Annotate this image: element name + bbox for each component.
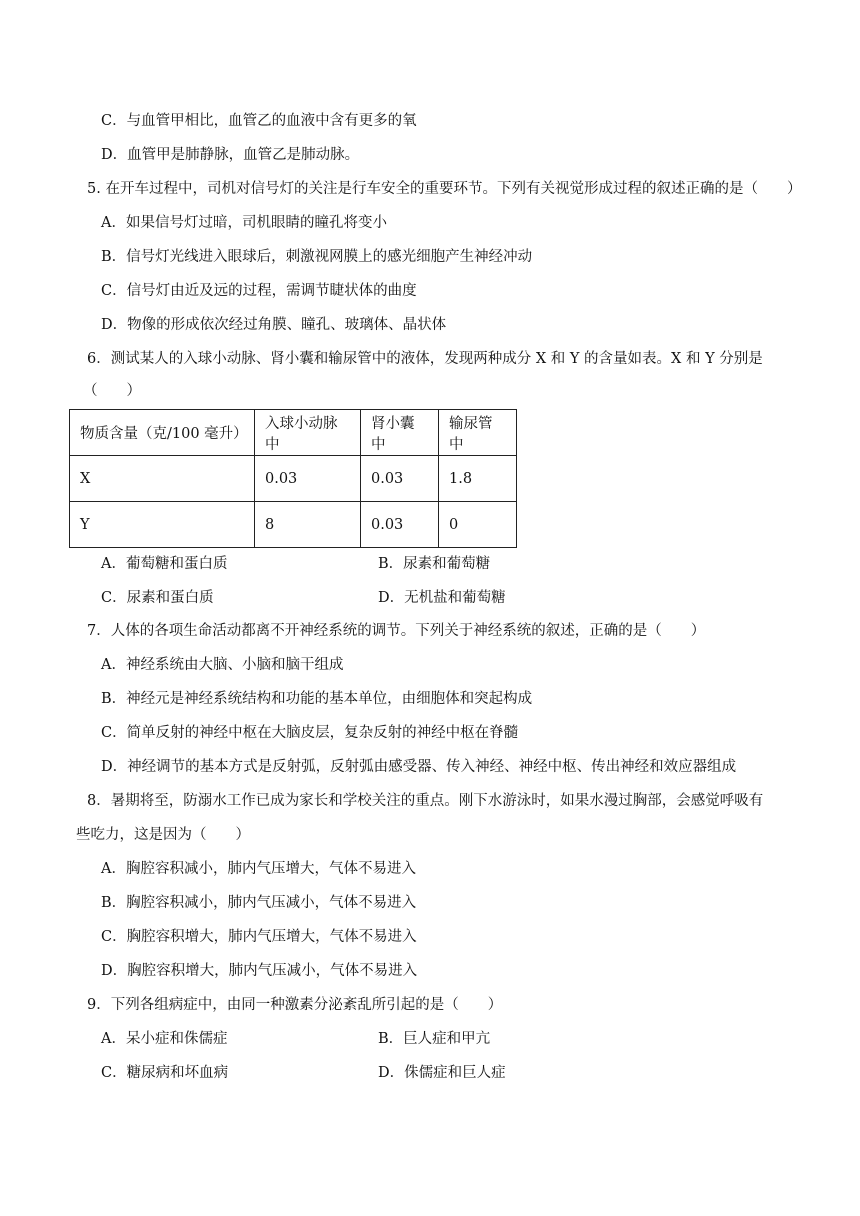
q9-option-b: B．巨人症和甲亢 — [378, 1031, 491, 1047]
q6-table — [69, 409, 517, 548]
q7-option-c: C．简单反射的神经中枢在大脑皮层，复杂反射的神经中枢在脊髓 — [101, 725, 519, 741]
q8-stem-line2: 些吃力，这是因为（ ） — [76, 827, 250, 843]
q9-stem: 9．下列各组病症中，由同一种激素分泌紊乱所引起的是（ ） — [87, 997, 503, 1013]
table-header-cell: 输尿管中 — [439, 410, 517, 456]
table-header-cell: 入球小动脉中 — [255, 410, 361, 456]
table-cell: 1.8 — [439, 456, 517, 502]
table-cell: Y — [70, 502, 255, 548]
q5-option-d: D．物像的形成依次经过角膜、瞳孔、玻璃体、晶状体 — [101, 317, 447, 333]
q7-stem: 7．人体的各项生命活动都离不开神经系统的调节。下列关于神经系统的叙述，正确的是（ ） — [87, 623, 706, 639]
q7-option-d: D．神经调节的基本方式是反射弧，反射弧由感受器、传入神经、神经中枢、传出神经和效应器组成 — [101, 759, 737, 775]
q5-stem: 5. 在开车过程中，司机对信号灯的关注是行车安全的重要环节。下列有关视觉形成过程的叙述正确的是（ ） — [87, 181, 802, 197]
q4-option-d: D．血管甲是肺静脉，血管乙是肺动脉。 — [101, 147, 360, 163]
q6-option-a: A．葡萄糖和蛋白质 — [101, 556, 228, 572]
q9-option-d: D．侏儒症和巨人症 — [378, 1065, 506, 1081]
q7-option-a: A．神经系统由大脑、小脑和脑干组成 — [101, 657, 344, 673]
q7-option-b: B．神经元是神经系统结构和功能的基本单位，由细胞体和突起构成 — [101, 691, 533, 707]
q5-option-c: C．信号灯由近及远的过程，需调节睫状体的曲度 — [101, 283, 417, 299]
table-row — [70, 456, 517, 502]
q6-option-c: C．尿素和蛋白质 — [101, 590, 214, 606]
q6-stem-line1: 6．测试某人的入球小动脉、肾小囊和输尿管中的液体，发现两种成分 X 和 Y 的含量如表。X 和 Y 分别是 — [87, 351, 763, 367]
table-header-cell: 肾小囊中 — [361, 410, 439, 456]
table-header-row — [70, 410, 517, 456]
table-cell: X — [70, 456, 255, 502]
q6-option-b: B．尿素和葡萄糖 — [378, 556, 491, 572]
q5-option-b: B．信号灯光线进入眼球后，刺激视网膜上的感光细胞产生神经冲动 — [101, 249, 533, 265]
q9-option-c: C．糖尿病和坏血病 — [101, 1065, 229, 1081]
table-row — [70, 502, 517, 548]
q4-option-c: C．与血管甲相比，血管乙的血液中含有更多的氧 — [101, 113, 417, 129]
table-cell: 0 — [439, 502, 517, 548]
q8-option-a: A．胸腔容积减小，肺内气压增大，气体不易进入 — [101, 861, 416, 877]
table-header-cell: 物质含量（克/100 毫升） — [70, 410, 255, 456]
q8-option-b: B．胸腔容积减小，肺内气压减小，气体不易进入 — [101, 895, 417, 911]
q9-option-a: A．呆小症和侏儒症 — [101, 1031, 228, 1047]
q8-stem-line1: 8．暑期将至，防溺水工作已成为家长和学校关注的重点。刚下水游泳时，如果水漫过胸部，会感觉呼吸有 — [87, 793, 764, 809]
q8-option-c: C．胸腔容积增大，肺内气压增大，气体不易进入 — [101, 929, 417, 945]
table-cell: 0.03 — [361, 456, 439, 502]
table-cell: 0.03 — [255, 456, 361, 502]
q5-option-a: A．如果信号灯过暗，司机眼睛的瞳孔将变小 — [101, 215, 387, 231]
q6-stem-line2: （ ） — [83, 383, 141, 399]
q6-option-d: D．无机盐和葡萄糖 — [378, 590, 506, 606]
q8-option-d: D．胸腔容积增大，肺内气压减小，气体不易进入 — [101, 963, 418, 979]
table-cell: 0.03 — [361, 502, 439, 548]
table-cell: 8 — [255, 502, 361, 548]
